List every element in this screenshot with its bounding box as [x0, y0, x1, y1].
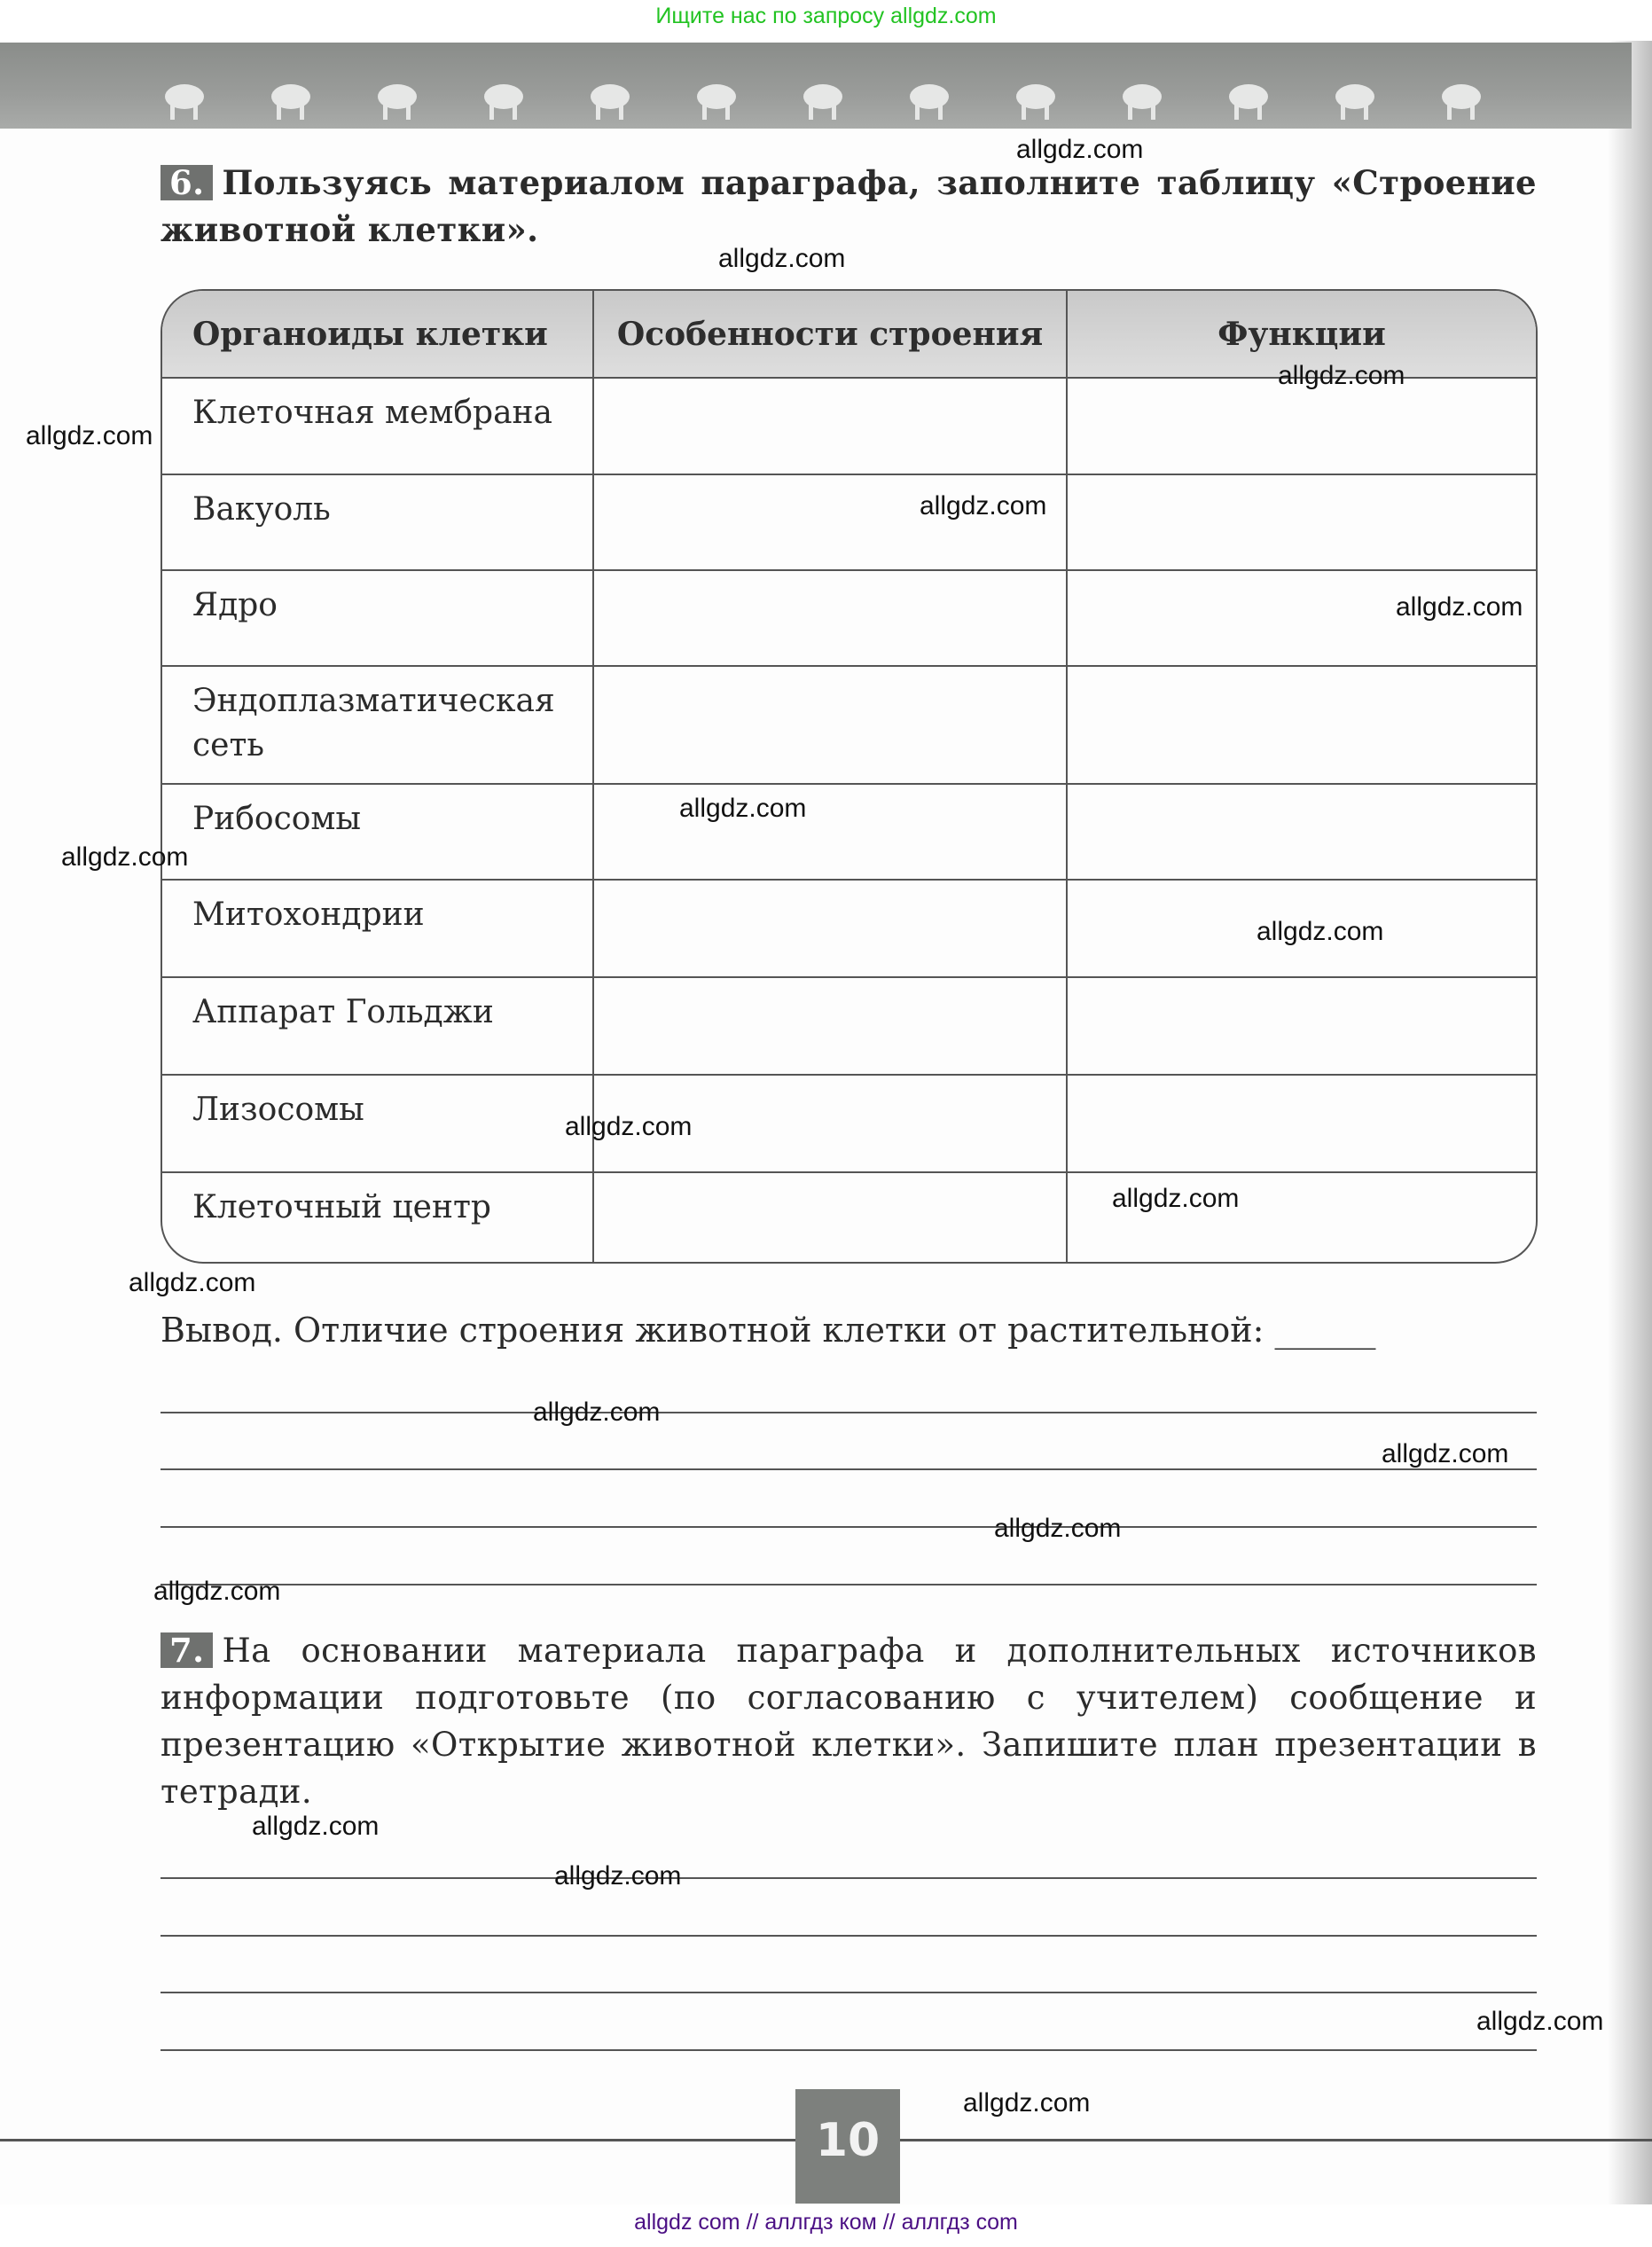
function-cell[interactable] [1067, 666, 1536, 784]
function-cell[interactable] [1067, 474, 1536, 570]
watermark-text: allgdz.com [554, 1861, 682, 1891]
watermark-text: allgdz.com [1112, 1184, 1240, 1213]
table-row [162, 977, 1536, 1075]
antelope-icon [1330, 74, 1380, 123]
table-row [162, 570, 1536, 666]
structure-cell[interactable] [593, 378, 1067, 474]
task-7 [161, 1627, 1537, 1815]
bison-icon [160, 74, 209, 123]
butterfly-icon [1437, 74, 1486, 123]
heron-icon [904, 74, 954, 123]
table-row [162, 378, 1536, 474]
conclusion-text: Вывод. Отличие строения животной клетки от растительной: ______ [161, 1311, 1376, 1350]
watermark-text: allgdz.com [920, 491, 1047, 521]
bird-icon [585, 74, 635, 123]
cell-structure-table [161, 289, 1538, 1264]
structure-cell[interactable] [593, 666, 1067, 784]
answer-line[interactable] [161, 1935, 1537, 1937]
organoid-name: Аппарат Гольджи [162, 977, 593, 1075]
function-cell[interactable] [1067, 784, 1536, 880]
bottom-ad-text[interactable]: allgdz com // аллгдз ком // аллгдз com [634, 2210, 1018, 2235]
watermark-text: allgdz.com [565, 1112, 693, 1141]
watermark-text: allgdz.com [153, 1577, 281, 1606]
header-functions: Функции [1067, 291, 1536, 378]
watermark-text: allgdz.com [718, 244, 846, 273]
answer-line[interactable] [161, 2049, 1537, 2051]
watermark-text: allgdz.com [1278, 361, 1405, 390]
function-cell[interactable] [1067, 378, 1536, 474]
dolphin-icon [692, 74, 741, 123]
kangaroo-icon [1224, 74, 1273, 123]
organoid-name: Клеточная мембрана [162, 378, 593, 474]
answer-line[interactable] [161, 1412, 1537, 1413]
watermark-text: allgdz.com [1382, 1439, 1509, 1468]
watermark-text: allgdz.com [1016, 135, 1144, 164]
watermark-text: allgdz.com [994, 1514, 1122, 1543]
watermark-text: allgdz.com [26, 421, 153, 450]
organoid-name: Рибосомы [162, 784, 593, 880]
function-cell[interactable] [1067, 1075, 1536, 1172]
table-row [162, 784, 1536, 880]
boar-icon [1117, 74, 1167, 123]
organoid-name: Клеточный центр [162, 1172, 593, 1264]
butterfly-icon [266, 74, 316, 123]
watermark-text: allgdz.com [679, 794, 807, 823]
answer-line[interactable] [161, 1526, 1537, 1528]
horse-icon [479, 74, 528, 123]
organoid-name: Вакуоль [162, 474, 593, 570]
organoid-name: Лизосомы [162, 1075, 593, 1172]
page-number: 10 [795, 2089, 900, 2204]
task-7-text: На основании материала параграфа и дополнительных источников информации подготовьте (по согласованию с учителем) сообщение и презентацию «Открытие животной клетки». Запишите план презентации в тетради. [161, 1632, 1537, 1811]
watermark-text: allgdz.com [1396, 592, 1523, 622]
scorpion-icon [372, 74, 422, 123]
watermark-text: allgdz.com [1476, 2007, 1604, 2036]
table-row [162, 666, 1536, 784]
animal-banner [0, 43, 1632, 129]
organoid-name: Эндоплазматическая сеть [162, 666, 593, 784]
watermark-text: allgdz.com [61, 842, 189, 872]
page-spine-shadow [1608, 41, 1652, 2204]
task-6 [161, 160, 1537, 254]
organoid-name: Митохондрии [162, 880, 593, 977]
watermark-text: allgdz.com [252, 1812, 380, 1841]
answer-line[interactable] [161, 1584, 1537, 1585]
table-row [162, 474, 1536, 570]
structure-cell[interactable] [593, 784, 1067, 880]
task-7-number: 7. [161, 1632, 213, 1668]
dog-icon [798, 74, 848, 123]
insect-icon [1011, 74, 1061, 123]
structure-cell[interactable] [593, 570, 1067, 666]
function-cell[interactable] [1067, 977, 1536, 1075]
structure-cell[interactable] [593, 977, 1067, 1075]
answer-line[interactable] [161, 1992, 1537, 1993]
table-row [162, 1172, 1536, 1264]
watermark-text: allgdz.com [129, 1268, 256, 1297]
table-row [162, 1075, 1536, 1172]
answer-line[interactable] [161, 1877, 1537, 1879]
structure-cell[interactable] [593, 880, 1067, 977]
structure-cell[interactable] [593, 1172, 1067, 1264]
header-structure: Особенности строения [593, 291, 1067, 378]
header-organoids: Органоиды клетки [162, 291, 593, 378]
watermark-text: allgdz.com [533, 1398, 661, 1427]
organoid-name: Ядро [162, 570, 593, 666]
task-6-text: Пользуясь материалом параграфа, заполните таблицу «Строение животной клетки». [161, 163, 1537, 249]
top-ad-text[interactable]: Ищите нас по запросу allgdz.com [655, 4, 997, 28]
watermark-text: allgdz.com [963, 2088, 1091, 2118]
answer-line[interactable] [161, 1468, 1537, 1470]
watermark-text: allgdz.com [1257, 917, 1384, 946]
task-6-number: 6. [161, 165, 213, 200]
structure-cell[interactable] [593, 474, 1067, 570]
